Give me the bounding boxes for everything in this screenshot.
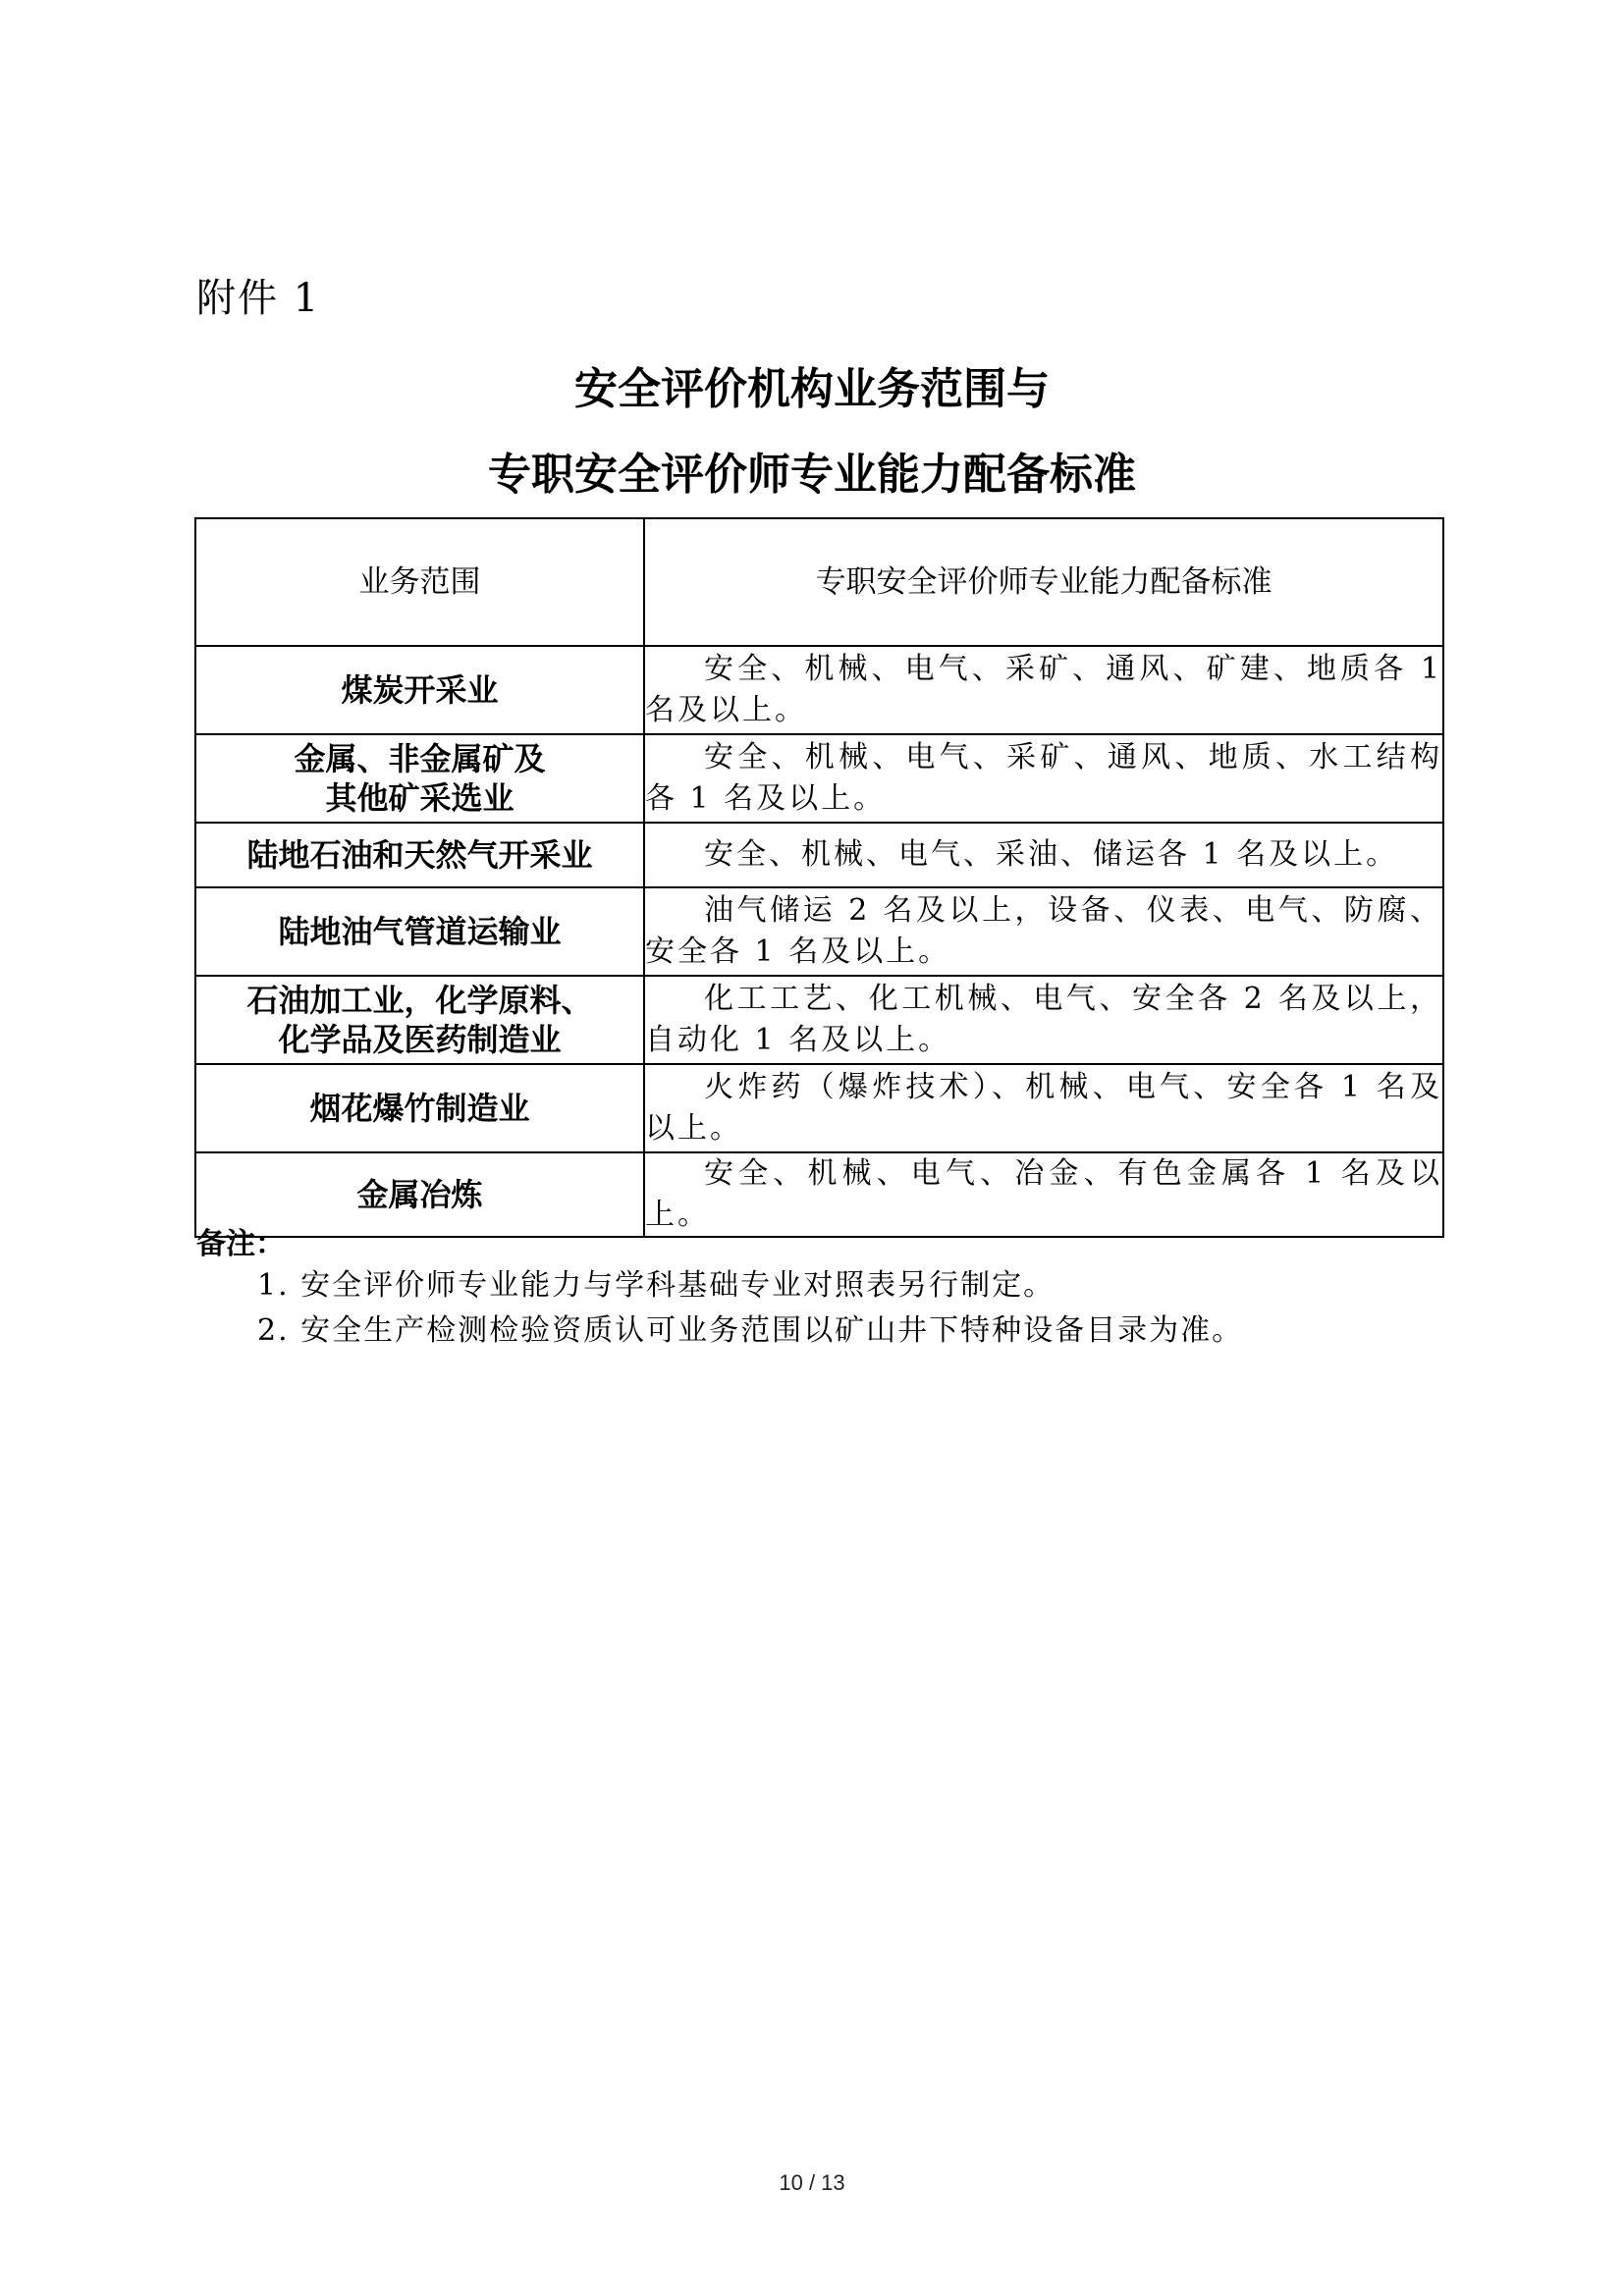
scope-text: 化学品及医药制造业 bbox=[278, 1021, 562, 1058]
standard-cell: 安全、机械、电气、采矿、通风、矿建、地质各 1 名及以上。 bbox=[644, 646, 1443, 734]
scope-text: 金属、非金属矿及 bbox=[294, 740, 546, 777]
scope-text: 烟花爆竹制造业 bbox=[309, 1090, 530, 1127]
table-row bbox=[195, 976, 1443, 1064]
scope-text: 煤炭开采业 bbox=[341, 671, 499, 709]
scope-cell bbox=[195, 646, 644, 734]
scope-text: 陆地石油和天然气开采业 bbox=[246, 836, 593, 874]
table-row bbox=[195, 887, 1443, 976]
notes-label: 备注： bbox=[196, 1227, 285, 1261]
header-business-scope: 业务范围 bbox=[195, 518, 644, 646]
standard-cell: 油气储运 2 名及以上，设备、仪表、电气、防腐、安全各 1 名及以上。 bbox=[644, 887, 1443, 976]
scope-cell bbox=[195, 887, 644, 976]
page-number: 10 / 13 bbox=[779, 2170, 845, 2195]
note-item: 2. 安全生产检测检验资质认可业务范围以矿山井下特种设备目录为准。 bbox=[257, 1313, 1244, 1348]
standard-cell: 安全、机械、电气、冶金、有色金属各 1 名及以上。 bbox=[644, 1152, 1443, 1237]
staffing-standards-table bbox=[194, 517, 1444, 1238]
table-header-row bbox=[195, 518, 1443, 646]
header-staffing-standard: 专职安全评价师专业能力配备标准 bbox=[644, 518, 1443, 646]
attachment-label: 附件 1 bbox=[196, 276, 321, 321]
scope-text: 其他矿采选业 bbox=[325, 779, 514, 817]
document-title-line-2: 专职安全评价师专业能力配备标准 bbox=[488, 450, 1136, 500]
scope-cell bbox=[195, 734, 644, 823]
standard-cell: 安全、机械、电气、采油、储运各 1 名及以上。 bbox=[644, 823, 1443, 887]
standard-cell: 安全、机械、电气、采矿、通风、地质、水工结构各 1 名及以上。 bbox=[644, 734, 1443, 823]
scope-text: 石油加工业，化学原料、 bbox=[246, 982, 593, 1019]
scope-cell bbox=[195, 976, 644, 1064]
scope-text: 陆地油气管道运输业 bbox=[278, 913, 562, 950]
scope-text: 金属冶炼 bbox=[356, 1176, 483, 1213]
table-row bbox=[195, 646, 1443, 734]
document-title-line-1: 安全评价机构业务范围与 bbox=[574, 364, 1050, 414]
scope-cell bbox=[195, 1064, 644, 1152]
table-row bbox=[195, 823, 1443, 887]
standard-cell: 火炸药（爆炸技术）、机械、电气、安全各 1 名及以上。 bbox=[644, 1064, 1443, 1152]
table-row bbox=[195, 734, 1443, 823]
standard-cell: 化工工艺、化工机械、电气、安全各 2 名及以上，自动化 1 名及以上。 bbox=[644, 976, 1443, 1064]
table-row bbox=[195, 1064, 1443, 1152]
scope-cell bbox=[195, 823, 644, 887]
table-row bbox=[195, 1152, 1443, 1237]
note-item: 1. 安全评价师专业能力与学科基础专业对照表另行制定。 bbox=[257, 1268, 1056, 1303]
